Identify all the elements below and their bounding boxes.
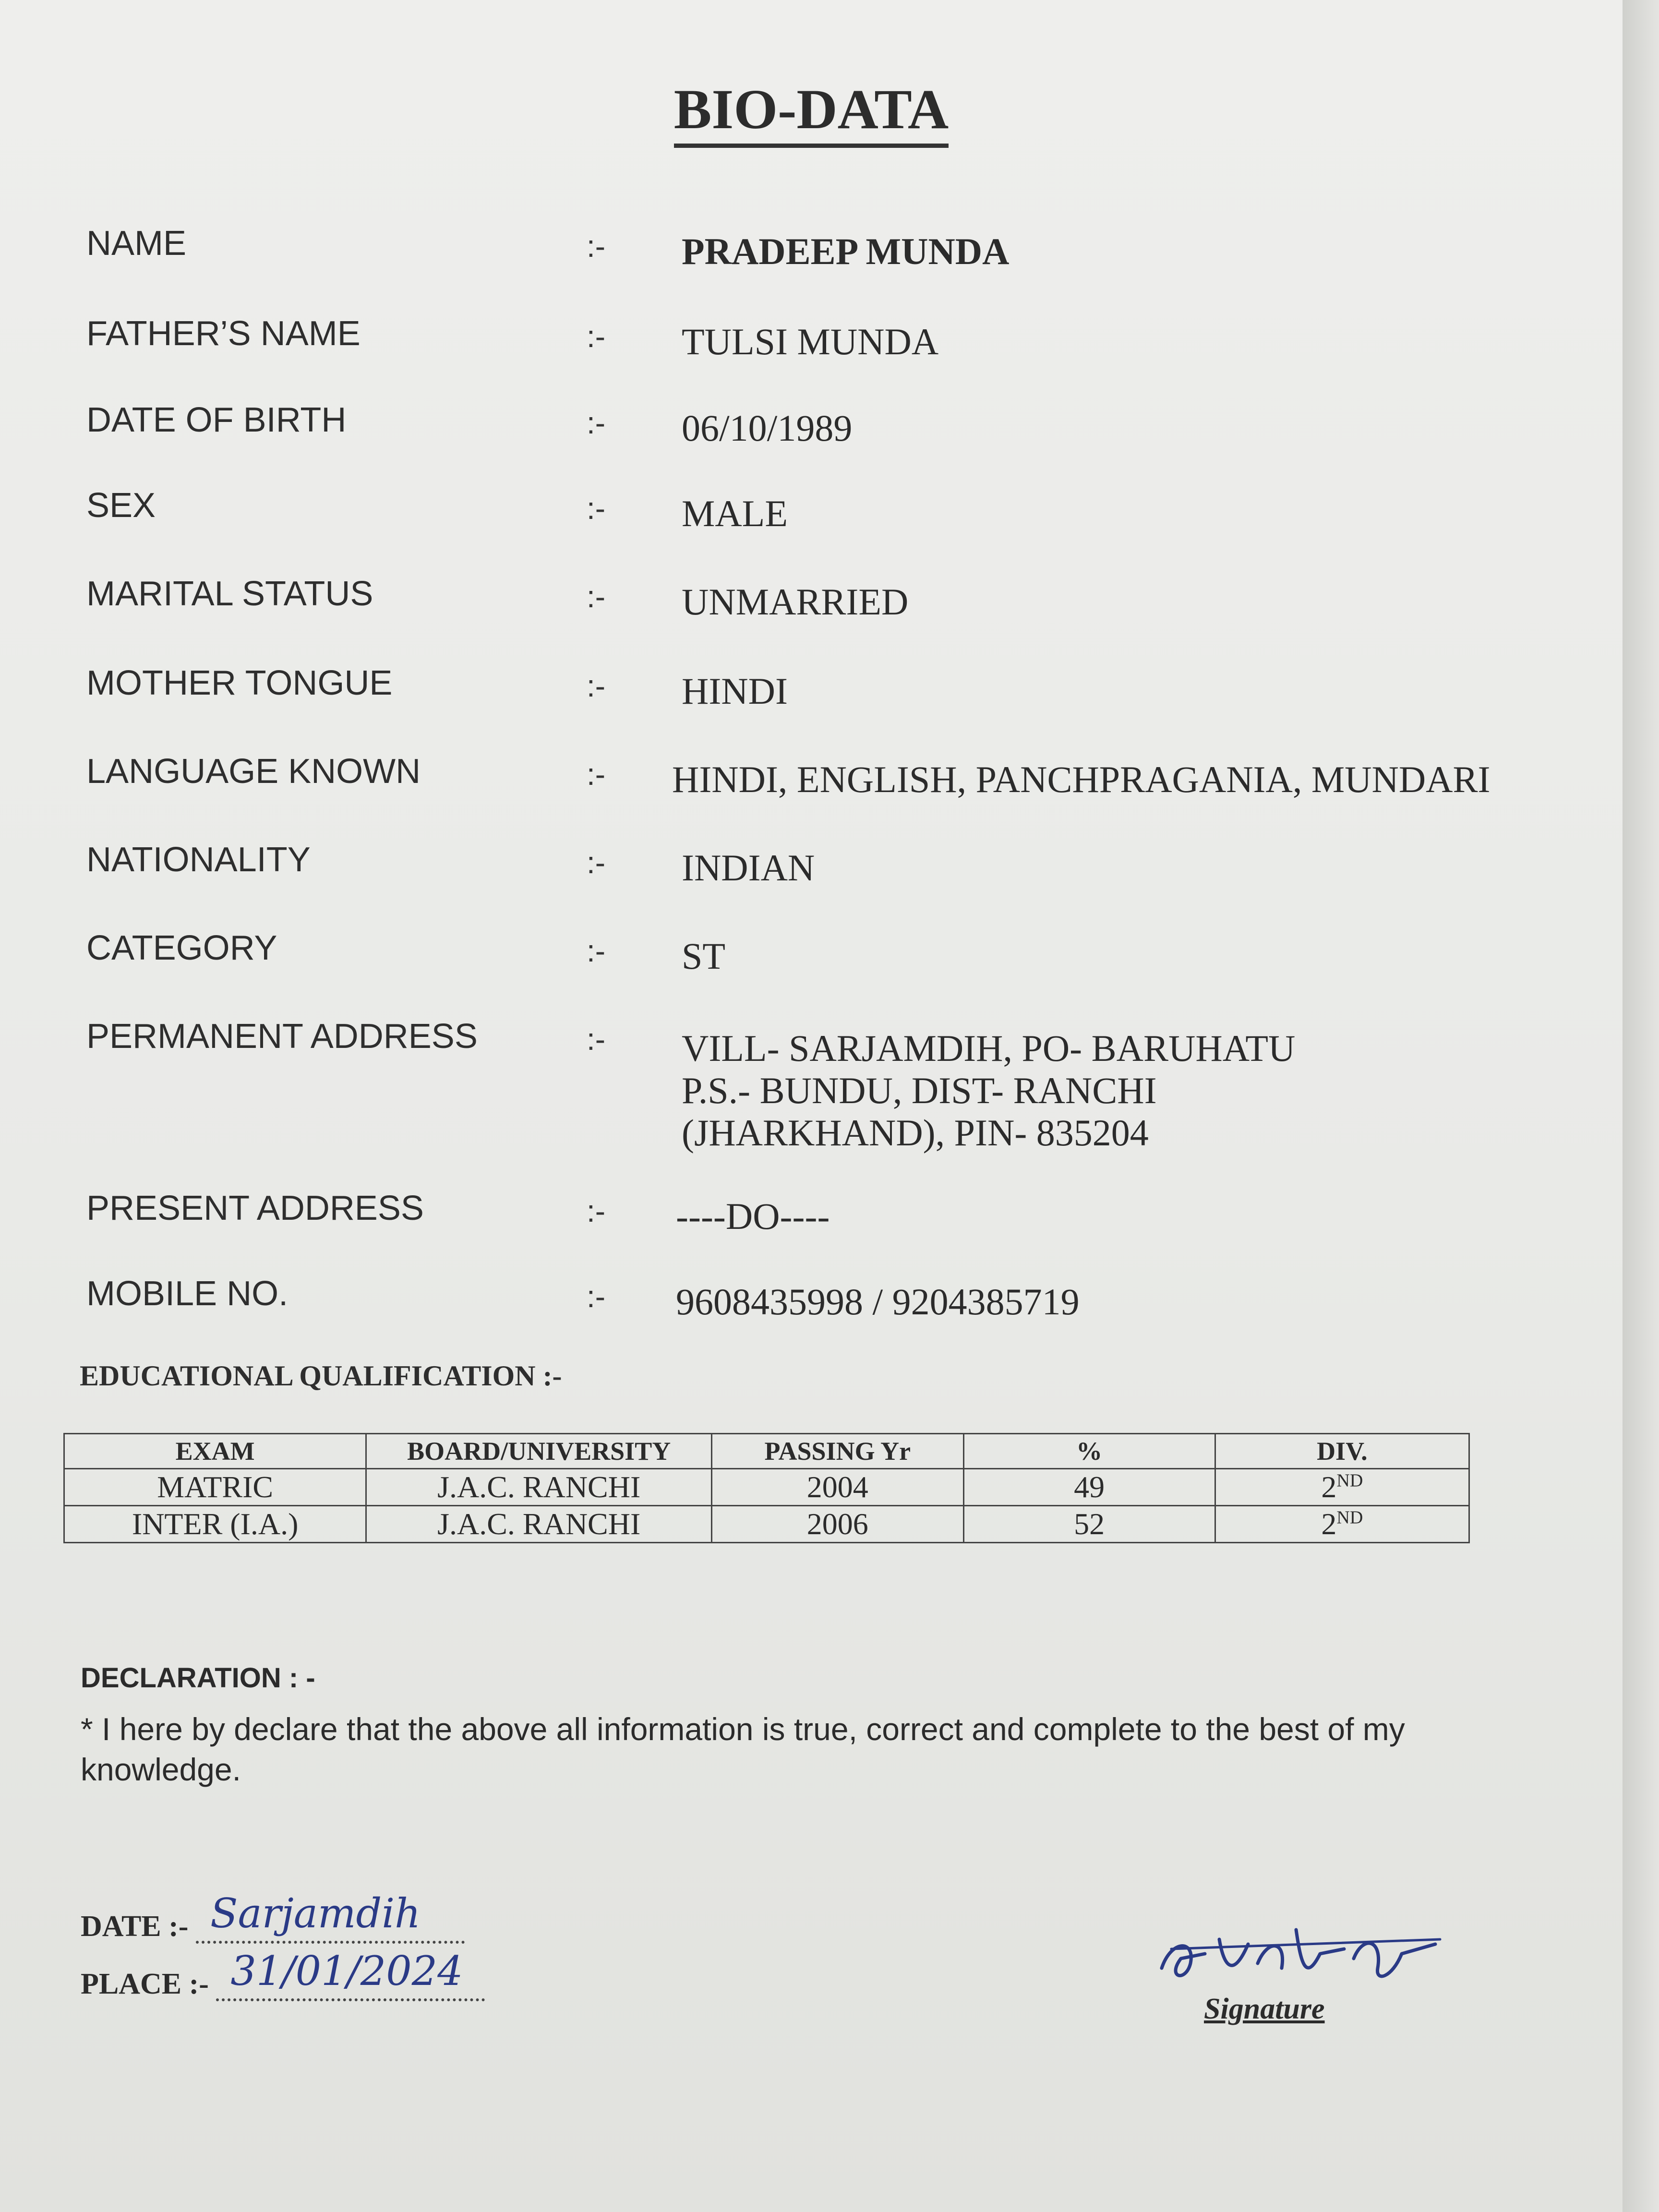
field-separator: :- <box>587 934 606 968</box>
field-value: HINDI <box>682 670 788 712</box>
address-line: P.S.- BUNDU, DIST- RANCHI <box>682 1070 1157 1111</box>
column-header: EXAM <box>64 1434 366 1469</box>
division-number: 2 <box>1321 1470 1337 1504</box>
address-line: VILL- SARJAMDIH, PO- BARUHATU <box>682 1027 1296 1069</box>
field-separator: :- <box>587 579 606 614</box>
field-separator: :- <box>587 406 606 440</box>
field-label: PRESENT ADDRESS <box>86 1189 424 1227</box>
field-value: 9608435998 / 9204385719 <box>676 1281 1080 1322</box>
table-header-row <box>64 1434 1469 1469</box>
field-label: NAME <box>86 224 187 263</box>
place-dotted-line <box>216 1948 485 2001</box>
table-cell: J.A.C. RANCHI <box>366 1469 712 1506</box>
field-value: TULSI MUNDA <box>682 321 939 362</box>
place-handwriting: 31/01/2024 <box>230 1948 463 1995</box>
field-present-address <box>0 1189 1623 1246</box>
field-date-of-birth <box>0 400 1623 458</box>
table-row <box>64 1506 1469 1543</box>
field-label: MARITAL STATUS <box>86 575 373 613</box>
date-line <box>81 1890 465 1944</box>
field-category <box>0 928 1623 986</box>
date-label: DATE :- <box>81 1910 189 1943</box>
field-nationality <box>0 840 1623 898</box>
declaration-heading: DECLARATION : - <box>81 1662 315 1694</box>
adjacent-page-edge <box>1623 0 1659 2212</box>
table-cell: 2006 <box>712 1506 963 1543</box>
table-cell: J.A.C. RANCHI <box>366 1506 712 1543</box>
column-header: BOARD/UNIVERSITY <box>366 1434 712 1469</box>
field-separator: :- <box>587 1279 606 1314</box>
field-value: INDIAN <box>682 847 815 889</box>
education-heading: EDUCATIONAL QUALIFICATION :- <box>80 1360 562 1392</box>
education-table <box>63 1433 1470 1543</box>
field-fathers-name <box>0 314 1623 372</box>
field-separator: :- <box>587 757 606 792</box>
table-cell: INTER (I.A.) <box>64 1506 366 1543</box>
field-label: MOTHER TONGUE <box>86 664 393 702</box>
field-mobile-no <box>0 1274 1623 1332</box>
date-handwriting: Sarjamdih <box>210 1890 421 1937</box>
field-label: NATIONALITY <box>86 841 311 879</box>
field-separator: :- <box>587 229 606 264</box>
field-language-known <box>0 752 1623 809</box>
field-name <box>0 224 1623 281</box>
document-title: BIO-DATA <box>0 77 1623 142</box>
column-header: DIV. <box>1215 1434 1469 1469</box>
field-separator: :- <box>587 1194 606 1228</box>
field-permanent-address <box>0 1017 1623 1170</box>
table-row <box>64 1469 1469 1506</box>
field-label: FATHER’S NAME <box>86 314 361 353</box>
field-separator: :- <box>587 845 606 880</box>
field-label: CATEGORY <box>86 929 277 967</box>
field-sex <box>0 486 1623 543</box>
place-label: PLACE :- <box>81 1968 209 2000</box>
division-suffix: ND <box>1336 1470 1363 1491</box>
field-label: LANGUAGE KNOWN <box>86 752 421 791</box>
table-cell <box>1215 1506 1469 1543</box>
field-mother-tongue <box>0 663 1623 721</box>
field-value: PRADEEP MUNDA <box>682 230 1010 272</box>
table-cell <box>1215 1469 1469 1506</box>
field-separator: :- <box>587 1022 606 1057</box>
declaration-text: * I here by declare that the above all information is true, correct and complete to the best of my knowledge. <box>81 1711 1405 1787</box>
address-lines <box>682 1027 1295 1154</box>
field-label: PERMANENT ADDRESS <box>86 1017 478 1056</box>
field-label: DATE OF BIRTH <box>86 401 347 439</box>
field-value: MALE <box>682 493 788 534</box>
field-value: 06/10/1989 <box>682 407 853 449</box>
field-separator: :- <box>587 491 606 526</box>
division-suffix: ND <box>1336 1507 1363 1528</box>
field-value: ----DO---- <box>676 1195 830 1237</box>
field-value: HINDI, ENGLISH, PANCHPRAGANIA, MUNDARI <box>672 758 1491 800</box>
table-cell: 49 <box>963 1469 1215 1506</box>
division-number: 2 <box>1321 1507 1337 1541</box>
field-separator: :- <box>587 319 606 354</box>
column-header: PASSING Yr <box>712 1434 963 1469</box>
field-value: ST <box>682 935 726 977</box>
column-header: % <box>963 1434 1215 1469</box>
table-cell: 52 <box>963 1506 1215 1543</box>
field-separator: :- <box>587 669 606 703</box>
field-label: SEX <box>86 486 156 525</box>
field-marital-status <box>0 574 1623 632</box>
table-cell: MATRIC <box>64 1469 366 1506</box>
signature-label: Signature <box>1204 1993 1325 2025</box>
address-line: (JHARKHAND), PIN- 835204 <box>682 1112 1149 1154</box>
date-dotted-line <box>196 1890 465 1944</box>
field-label: MOBILE NO. <box>86 1274 289 1313</box>
table-cell: 2004 <box>712 1469 963 1506</box>
field-value: UNMARRIED <box>682 581 909 623</box>
place-line <box>81 1948 485 2001</box>
